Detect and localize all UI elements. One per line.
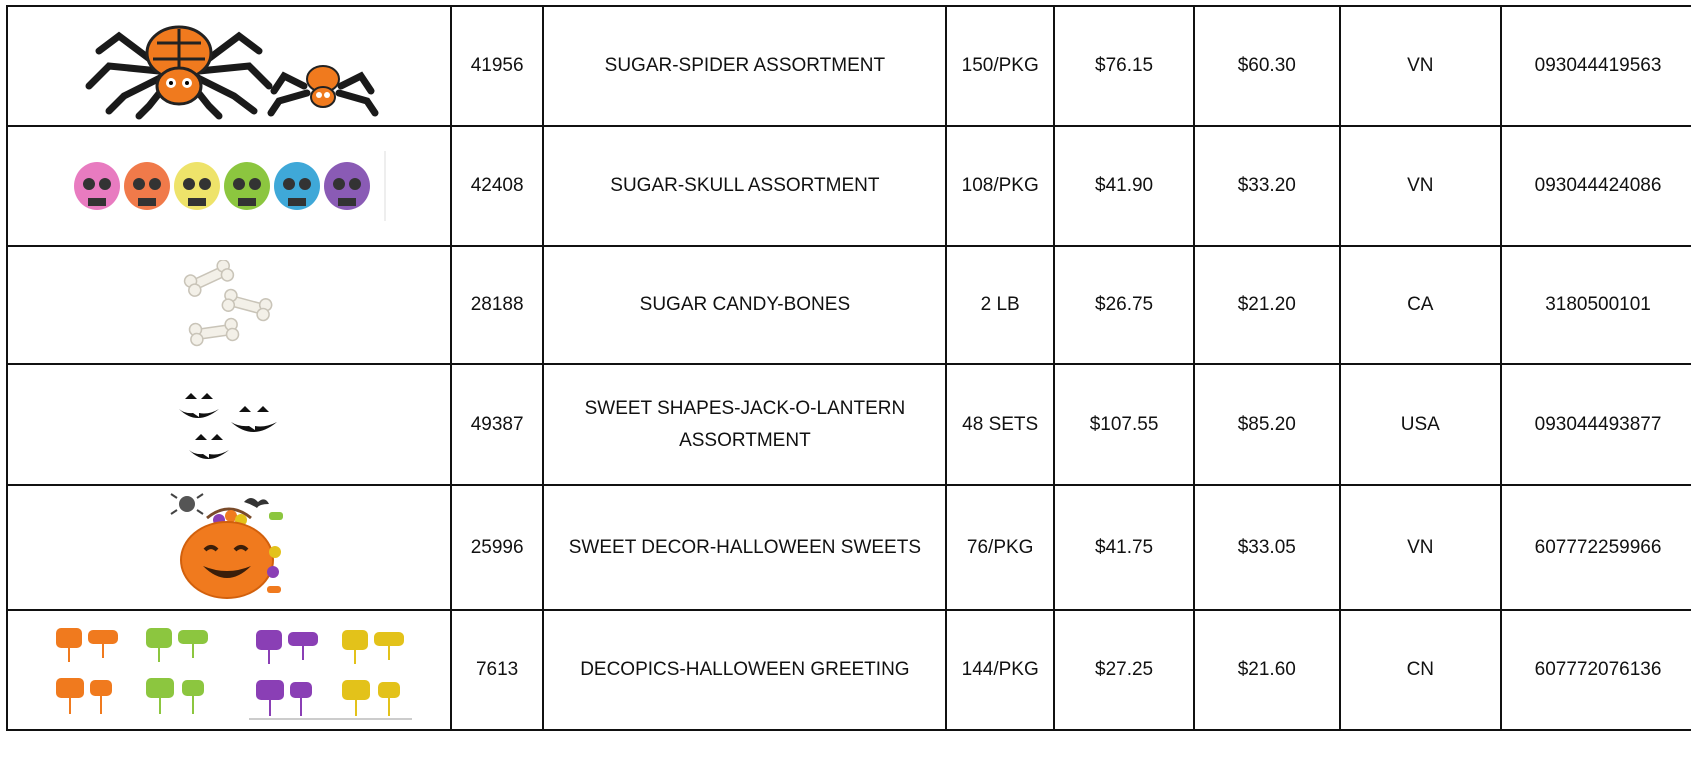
pack-size: 144/PKG: [946, 610, 1054, 730]
product-image-cell: [7, 126, 451, 246]
item-description: SWEET DECOR-HALLOWEEN SWEETS: [543, 485, 946, 610]
product-table: [6, 5, 1691, 731]
pack-size: 108/PKG: [946, 126, 1054, 246]
price-1: $27.25: [1054, 610, 1194, 730]
price-1: $41.75: [1054, 485, 1194, 610]
table-row: [7, 364, 1691, 485]
upc-code: 093044493877: [1501, 364, 1691, 485]
table-row: [7, 6, 1691, 126]
upc-code: 093044424086: [1501, 126, 1691, 246]
price-2: $33.05: [1194, 485, 1339, 610]
item-description: SUGAR-SPIDER ASSORTMENT: [543, 6, 946, 126]
price-2: $85.20: [1194, 364, 1339, 485]
price-2: $21.60: [1194, 610, 1339, 730]
upc-code: 607772259966: [1501, 485, 1691, 610]
pack-size: 48 SETS: [946, 364, 1054, 485]
item-number: 25996: [451, 485, 544, 610]
item-number: 49387: [451, 364, 544, 485]
table-row: [7, 610, 1691, 730]
product-image-cell: [7, 246, 451, 364]
pack-size: 150/PKG: [946, 6, 1054, 126]
pack-size: 2 LB: [946, 246, 1054, 364]
price-1: $26.75: [1054, 246, 1194, 364]
product-image-cell: [7, 364, 451, 485]
pack-size: 76/PKG: [946, 485, 1054, 610]
candy-bones-image: [169, 260, 289, 350]
country-origin: CN: [1340, 610, 1502, 730]
jack-o-lantern-faces-image: [169, 380, 289, 470]
table-row: [7, 246, 1691, 364]
item-description: DECOPICS-HALLOWEEN GREETING: [543, 610, 946, 730]
price-1: $76.15: [1054, 6, 1194, 126]
item-description: SUGAR CANDY-BONES: [543, 246, 946, 364]
country-origin: VN: [1340, 485, 1502, 610]
product-image-cell: [7, 6, 451, 126]
product-image-cell: [7, 485, 451, 610]
country-origin: CA: [1340, 246, 1502, 364]
product-image-cell: [7, 610, 451, 730]
item-description: SUGAR-SKULL ASSORTMENT: [543, 126, 946, 246]
upc-code: 093044419563: [1501, 6, 1691, 126]
price-1: $41.90: [1054, 126, 1194, 246]
price-2: $21.20: [1194, 246, 1339, 364]
sugar-skulls-image: [69, 151, 389, 221]
country-origin: VN: [1340, 6, 1502, 126]
sugar-spiders-image: [79, 11, 379, 121]
price-2: $60.30: [1194, 6, 1339, 126]
upc-code: 607772076136: [1501, 610, 1691, 730]
halloween-sweets-image: [169, 490, 289, 605]
upc-code: 3180500101: [1501, 246, 1691, 364]
item-number: 41956: [451, 6, 544, 126]
country-origin: USA: [1340, 364, 1502, 485]
country-origin: VN: [1340, 126, 1502, 246]
table-row: [7, 485, 1691, 610]
halloween-greeting-picks-image: [44, 620, 414, 720]
item-number: 28188: [451, 246, 544, 364]
table-row: [7, 126, 1691, 246]
item-number: 42408: [451, 126, 544, 246]
item-description: SWEET SHAPES-JACK-O-LANTERN ASSORTMENT: [543, 364, 946, 485]
item-number: 7613: [451, 610, 544, 730]
price-1: $107.55: [1054, 364, 1194, 485]
price-2: $33.20: [1194, 126, 1339, 246]
